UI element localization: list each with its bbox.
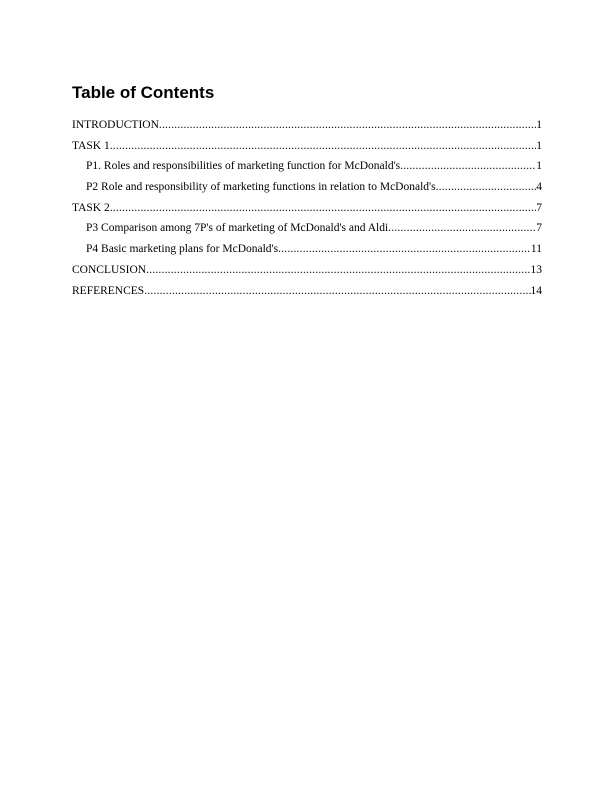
- toc-entry-text: TASK 1: [72, 139, 110, 152]
- toc-page-number: 13: [530, 263, 542, 276]
- toc-entry-text: CONCLUSION: [72, 263, 147, 276]
- toc-page-number: 1: [536, 160, 542, 173]
- toc-entry-text: INTRODUCTION: [72, 119, 159, 131]
- toc-entry-introduction[interactable]: [72, 115, 542, 136]
- toc-list: [72, 115, 542, 301]
- toc-dot-leader: [388, 218, 536, 239]
- toc-page-number: 7: [536, 222, 542, 235]
- toc-entry-p3[interactable]: [72, 218, 542, 239]
- toc-entry-text: P2 Role and responsibility of marketing functions in relation to McDonald's: [86, 181, 436, 194]
- toc-page-number: 1: [536, 119, 542, 131]
- toc-entry-task-1[interactable]: [72, 136, 542, 157]
- toc-entry-conclusion[interactable]: [72, 260, 542, 281]
- toc-entry-text: TASK 2: [72, 201, 110, 214]
- toc-dot-leader: [110, 198, 537, 219]
- toc-page-number: 11: [530, 243, 542, 256]
- toc-dot-leader: [400, 156, 536, 177]
- toc-entry-text: P1. Roles and responsibilities of marketing function for McDonald's: [86, 160, 401, 173]
- toc-dot-leader: [146, 260, 530, 281]
- toc-title: Table of Contents: [72, 83, 215, 102]
- toc-dot-leader: [436, 177, 537, 198]
- toc-page-number: 7: [536, 201, 542, 214]
- toc-entry-p2[interactable]: [72, 177, 542, 198]
- toc-entry-references[interactable]: [72, 281, 542, 302]
- toc-entry-text: P4 Basic marketing plans for McDonald's: [86, 243, 279, 256]
- toc-dot-leader: [110, 136, 537, 157]
- toc-entry-p1[interactable]: [72, 156, 542, 177]
- toc-page-number: 1: [536, 139, 542, 152]
- toc-dot-leader: [159, 115, 536, 136]
- toc-entry-text: REFERENCES: [72, 284, 145, 297]
- toc-page-number: 4: [536, 181, 542, 194]
- toc-entry-text: P3 Comparison among 7P's of marketing of McDonald's and Aldi: [86, 222, 389, 235]
- toc-dot-leader: [278, 239, 531, 260]
- toc-entry-p4[interactable]: [72, 239, 542, 260]
- toc-page-number: 14: [530, 284, 542, 297]
- toc-dot-leader: [144, 281, 530, 302]
- toc-entry-task-2[interactable]: [72, 198, 542, 219]
